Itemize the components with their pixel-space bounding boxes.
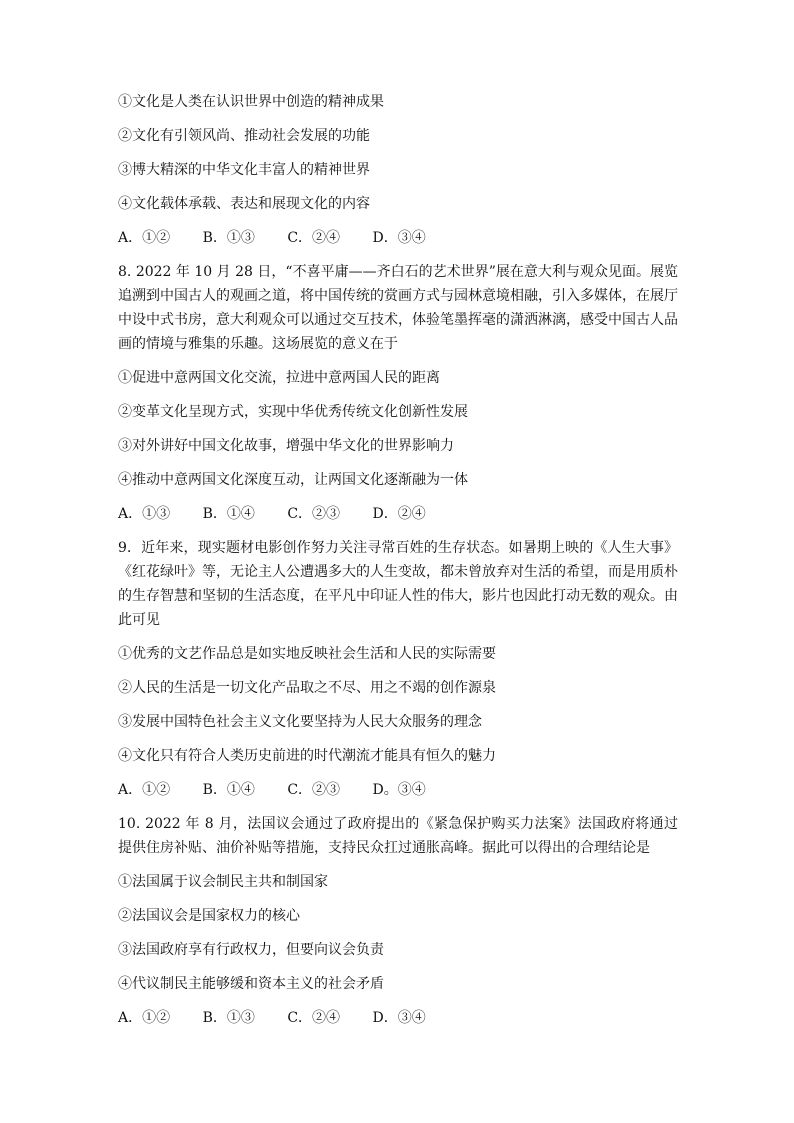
exam-page [118, 90, 678, 1030]
q10-choice-c: C．②④ [287, 1010, 341, 1026]
q7-choice-d: D．③④ [372, 230, 426, 246]
q10-choice-d: D．③④ [372, 1010, 426, 1026]
q8-option-1: ①促进中意两国文化交流，拉进中意两国人民的距离 [118, 370, 440, 386]
q9-option-1: ①优秀的文艺作品总是如实地反映社会生活和人民的实际需要 [118, 646, 496, 662]
q10-option-3: ③法国政府享有行政权力，但要向议会负责 [118, 942, 384, 958]
q10-choice-a: A．①② [118, 1010, 171, 1026]
q9-choice-c: C．②③ [287, 782, 341, 798]
q9-stem: 9．近年来，现实题材电影创作努力关注寻常百姓的生存状态。如暑期上映的《人生大事》《红花绿叶》等，无论主人公遭遇多大的人生变故，都未曾放弃对生活的希望，而是用质朴的生存智慧和坚韧的生活态度，在平凡中印证人性的伟大，影片也因此打动无数的观众。由此可见 [118, 540, 678, 628]
q10-choice-b: B．①③ [202, 1010, 255, 1026]
q9-choice-b: B．①④ [202, 782, 255, 798]
q8-choice-c: C．②③ [287, 506, 341, 522]
q9-choice-d: D。③④ [372, 782, 426, 798]
q7-choice-b: B．①③ [202, 230, 255, 246]
q7-option-4: ④文化载体承载、表达和展现文化的内容 [118, 196, 370, 212]
q7-option-1: ①文化是人类在认识世界中创造的精神成果 [118, 94, 384, 110]
q10-stem: 10. 2022 年 8 月，法国议会通过了政府提出的《紧急保护购买力法案》法国政府将通过提供住房补贴、油价补贴等措施，支持民众扛过通胀高峰。据此可以得出的合理结论是 [118, 816, 678, 856]
question-10 [118, 812, 678, 1030]
q9-option-2: ②人民的生活是一切文化产品取之不尽、用之不竭的创作源泉 [118, 680, 496, 696]
q9-option-4: ④文化只有符合人类历史前进的时代潮流才能具有恒久的魅力 [118, 748, 496, 764]
q7-answer-choices [118, 226, 678, 250]
q7-option-3: ③博大精深的中华文化丰富人的精神世界 [118, 162, 370, 178]
q8-choice-b: B．①④ [202, 506, 255, 522]
question-7 [118, 90, 678, 250]
question-9 [118, 536, 678, 802]
q8-option-3: ③对外讲好中国文化故事，增强中华文化的世界影响力 [118, 438, 454, 454]
q10-option-1: ①法国属于议会制民主共和制国家 [118, 874, 328, 890]
q8-choice-a: A．①③ [118, 506, 171, 522]
q7-choice-c: C．②④ [287, 230, 341, 246]
q10-answer-choices [118, 1006, 678, 1030]
q8-answer-choices [118, 502, 678, 526]
q10-option-4: ④代议制民主能够缓和资本主义的社会矛盾 [118, 976, 384, 992]
q8-option-4: ④推动中意两国文化深度互动，让两国文化逐渐融为一体 [118, 472, 468, 488]
q7-option-2: ②文化有引领风尚、推动社会发展的功能 [118, 128, 370, 144]
question-8 [118, 260, 678, 526]
q9-option-3: ③发展中国特色社会主义文化要坚持为人民大众服务的理念 [118, 714, 482, 730]
q8-stem: 8. 2022 年 10 月 28 日，“不喜平庸——齐白石的艺术世界”展在意大利与观众见面。展览追溯到中国古人的观画之道，将中国传统的赏画方式与园林意境相融，引入多媒体，在展厅中设中式书房，意大利观众可以通过交互技术，体验笔墨挥毫的潇洒淋漓，感受中国古人品画的情境与雅集的乐趣。这场展览的意义在于 [118, 264, 678, 352]
q9-choice-a: A．①② [118, 782, 171, 798]
q8-choice-d: D．②④ [372, 506, 426, 522]
q7-choice-a: A．①② [118, 230, 171, 246]
q8-option-2: ②变革文化呈现方式，实现中华优秀传统文化创新性发展 [118, 404, 468, 420]
q9-answer-choices [118, 778, 678, 802]
q10-option-2: ②法国议会是国家权力的核心 [118, 908, 300, 924]
